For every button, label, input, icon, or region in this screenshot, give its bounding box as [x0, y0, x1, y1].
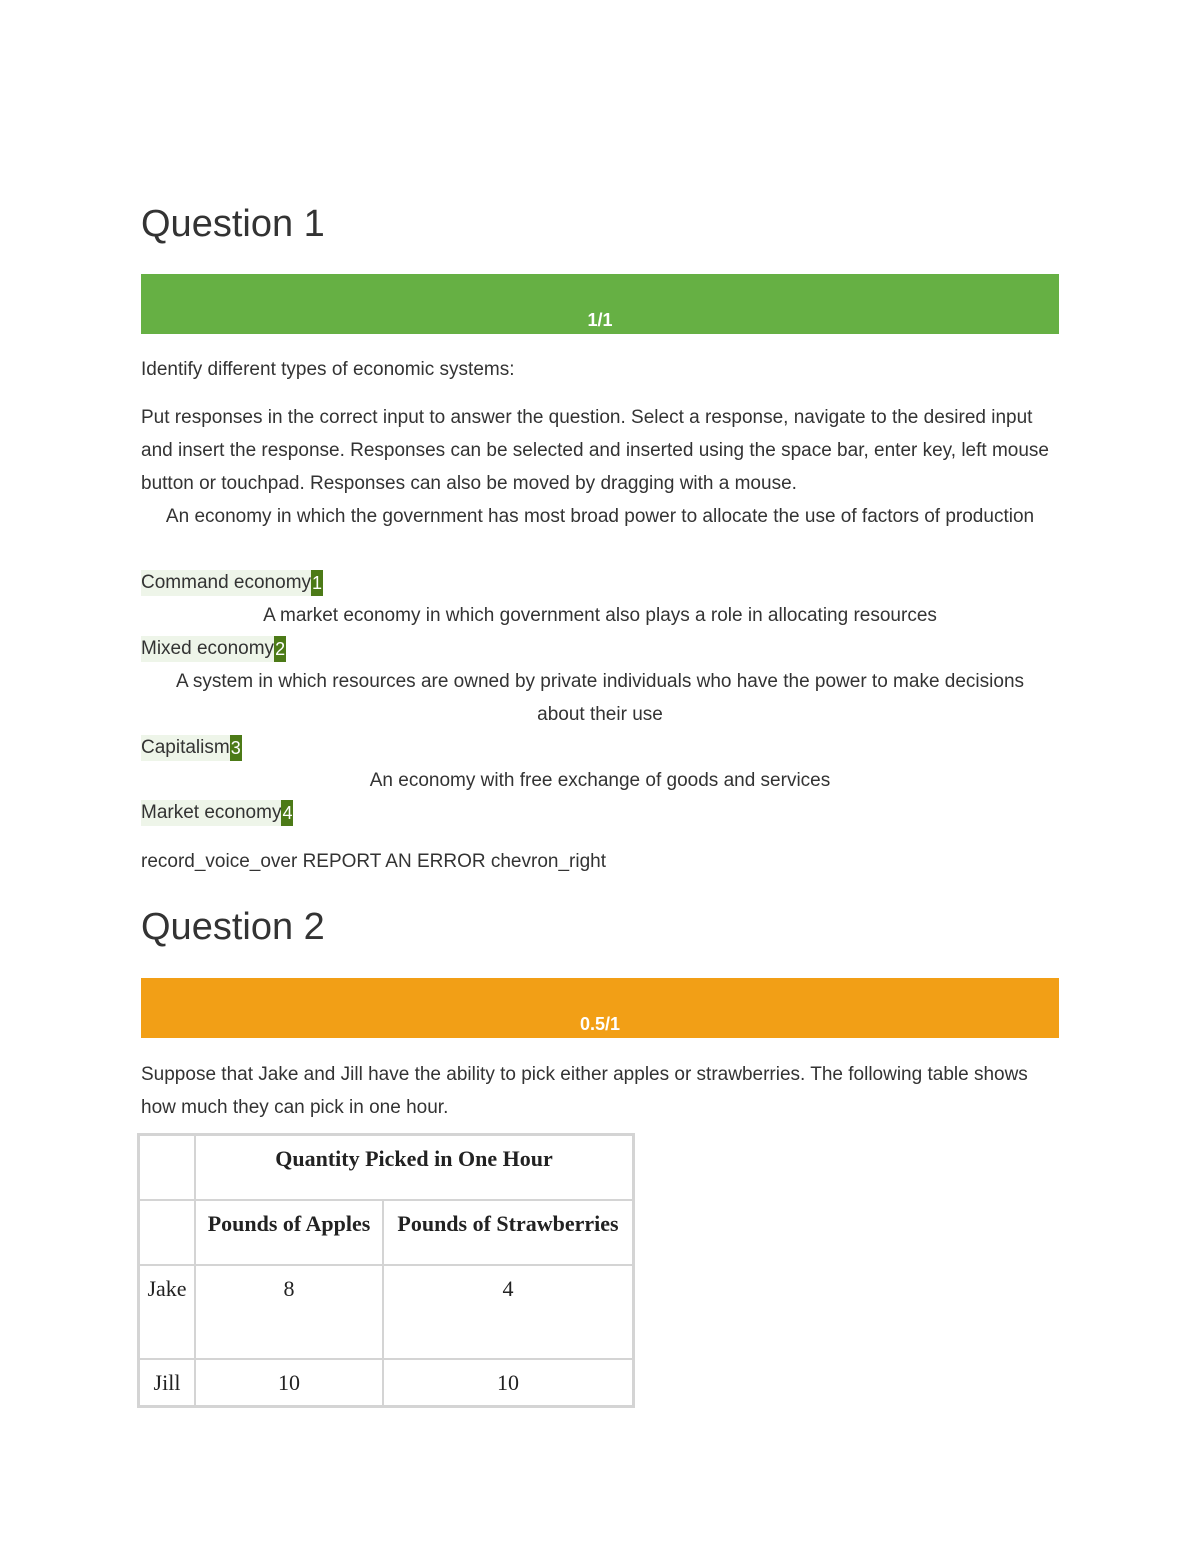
table-cell-empty	[139, 1200, 195, 1265]
table-row	[139, 1359, 633, 1406]
answer-text: Capitalism	[141, 737, 230, 758]
question-2-prompt: Suppose that Jake and Jill have the ability to pick either apples or strawberries. The following table shows how much they can pick in one hour.	[141, 1064, 1028, 1118]
question-2-score: 0.5/1	[579, 1014, 621, 1034]
item-3-description: A system in which resources are owned by private individuals who have the power to make decisions about their use	[175, 671, 1025, 725]
table-cell-strawberries: 10	[383, 1359, 633, 1406]
table-row-name: Jake	[139, 1265, 195, 1359]
item-1-description: An economy in which the government has most broad power to allocate the use of factors of production	[165, 506, 1035, 527]
quantity-table	[137, 1133, 635, 1408]
answer-text: Command economy	[141, 572, 312, 593]
table-cell-strawberries: 4	[383, 1265, 633, 1359]
answer-slot-1[interactable]	[141, 570, 323, 596]
answer-slot-4[interactable]	[141, 800, 293, 826]
question-2-title: Question 2	[141, 906, 325, 948]
answer-text: Mixed economy	[141, 638, 275, 659]
answer-number-badge: 4	[281, 800, 293, 826]
answer-number-badge: 2	[274, 636, 286, 662]
item-4-description: An economy with free exchange of goods and services	[369, 770, 831, 791]
table-row	[139, 1265, 633, 1359]
item-2-description: A market economy in which government also plays a role in allocating resources	[263, 605, 937, 626]
table-row	[139, 1135, 633, 1200]
answer-number-badge: 1	[311, 570, 323, 596]
table-group-header: Quantity Picked in One Hour	[195, 1135, 633, 1200]
table-cell-apples: 8	[195, 1265, 383, 1359]
question-1-prompt: Identify different types of economic systems:	[141, 359, 515, 380]
table-col-header-apples: Pounds of Apples	[195, 1200, 383, 1265]
answer-slot-3[interactable]	[141, 735, 242, 761]
table-cell-empty	[139, 1135, 195, 1200]
question-1-title: Question 1	[141, 203, 325, 245]
question-1-instructions: Put responses in the correct input to answer the question. Select a response, navigate to the desired input and insert the response. Responses can be selected and inserted using the space bar, enter key, left mouse button or touchpad. Responses can also be moved by dragging with a mouse.	[141, 407, 1049, 494]
answer-text: Market economy	[141, 802, 282, 823]
question-1-score-bar	[141, 274, 1059, 334]
table-row	[139, 1200, 633, 1265]
table-cell-apples: 10	[195, 1359, 383, 1406]
table-row-name: Jill	[139, 1359, 195, 1406]
question-1-score: 1/1	[587, 310, 613, 330]
question-2-score-bar	[141, 978, 1059, 1038]
report-error-link[interactable]: record_voice_over REPORT AN ERROR chevron_right	[141, 851, 606, 872]
answer-slot-2[interactable]	[141, 636, 286, 662]
table-col-header-strawberries: Pounds of Strawberries	[383, 1200, 633, 1265]
answer-number-badge: 3	[230, 735, 242, 761]
